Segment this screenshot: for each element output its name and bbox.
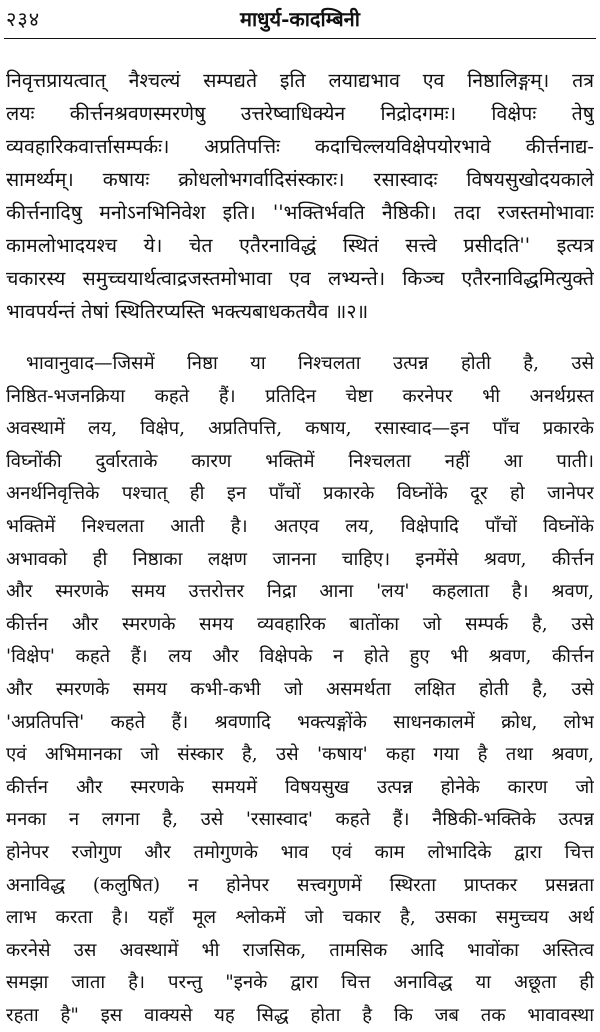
hindi-translation	[6, 348, 594, 1032]
sanskrit-line: लयः कीर्त्तनश्रवणस्मरणेषु उत्तरेष्वाधिक्येन निद्रोदगमः। विक्षेपः तेषु	[6, 102, 594, 125]
hindi-line: कीर्त्तन और स्मरणके समय व्यवहारिक बातोंका जो सम्पर्क है, उसे	[6, 613, 594, 635]
hindi-line: और स्मरणके समय कभी-कभी जो असमर्थता लक्षित होती है, उसे	[6, 678, 594, 700]
sanskrit-line: कीर्त्तनादिषु मनोऽनभिनिवेश इति। ''भक्तिर्भवति नैष्ठिकी। तदा रजस्तमोभावाः	[6, 201, 594, 224]
hindi-line: होनेपर रजोगुण और तमोगुणके भाव एवं काम लोभादिके द्वारा चित्त	[6, 841, 594, 863]
hindi-line: 'अप्रतिपत्ति' कहते हैं। श्रवणादि भक्त्यङ्गोंके साधनकालमें क्रोध, लोभ	[6, 711, 594, 733]
sanskrit-line: व्यवहारिकवार्त्तासम्पर्कः। अप्रतिपत्तिः कदाचिल्लयविक्षेपयोरभावे कीर्त्तनाद्य-	[6, 135, 594, 158]
hindi-line: मनका न लगना है, उसे 'रसास्वाद' कहते हैं। नैष्ठिकी-भक्तिके उत्पन्न	[6, 809, 594, 831]
hindi-line: अभावको ही निष्ठाका लक्षण जानना चाहिए। इनमेंसे श्रवण, कीर्त्तन	[6, 548, 594, 570]
hindi-line: निष्ठित-भजनक्रिया कहते हैं। प्रतिदिन चेष्टा करनेपर भी अनर्थग्रस्त	[6, 385, 594, 407]
sanskrit-line: भावपर्यन्तं तेषां स्थितिरप्यस्ति भक्त्यबाधकतयैव ॥२॥	[6, 300, 369, 323]
hindi-line: एवं अभिमानका जो संस्कार है, उसे 'कषाय' कहा गया है तथा श्रवण,	[6, 744, 594, 766]
hindi-line: अनर्थनिवृत्तिके पश्चात् ही इन पाँचों प्रकारके विघ्नोंके दूर हो जानेपर	[6, 483, 594, 505]
sanskrit-line: निवृत्तप्रायत्वात् नैश्चल्यं सम्पद्यते इति लयाद्यभाव एव निष्ठालिङ्गम्। तत्र	[6, 69, 594, 92]
running-title: माधुर्य-कादम्बिनी	[240, 7, 360, 31]
hindi-line: और स्मरणके समय उत्तरोत्तर निद्रा आना 'लय' कहलाता है। श्रवण,	[6, 581, 594, 603]
hindi-line: 'विक्षेप' कहते हैं। लय और विक्षेपके न होते हुए भी श्रवण, कीर्त्तन	[6, 646, 594, 668]
hindi-line: भक्तिमें निश्चलता आती है। अतएव लय, विक्षेपादि पाँचों विघ्नोंके	[6, 515, 594, 537]
header-rule	[4, 38, 596, 39]
page-number: २३४	[6, 7, 41, 31]
sanskrit-line: चकारस्य समुच्चयार्थत्वाद्रजस्तमोभावा एव लभ्यन्ते। किञ्च एतैरनाविद्धमित्युक्ते	[6, 267, 594, 290]
sanskrit-line: सामर्थ्यम्। कषायः क्रोधलोभगर्वादिसंस्कारः। रसास्वादः विषयसुखोदयकाले	[6, 168, 594, 191]
hindi-line: विघ्नोंकी दुर्वारताके कारण भक्तिमें निश्चलता नहीं आ पाती।	[6, 450, 594, 472]
hindi-line: समझा जाता है। परन्तु "इनके द्वारा चित्त अनाविद्ध या अछूता ही	[6, 972, 594, 994]
hindi-line: लाभ करता है। यहाँ मूल श्लोकमें जो चकार है, उसका समुच्चय अर्थ	[6, 907, 594, 929]
sanskrit-commentary	[6, 64, 594, 328]
hindi-line: रहता है" इस वाक्यसे यह सिद्ध होता है कि जब तक भावावस्था	[6, 1004, 594, 1026]
hindi-line: कीर्त्तन और स्मरणके समयमें विषयसुख उत्पन्न होनेके कारण जो	[6, 776, 594, 798]
page-header	[6, 2, 594, 36]
hindi-line: करनेसे उस अवस्थामें भी राजसिक, तामसिक आदि भावोंका अस्तित्व	[6, 939, 594, 961]
hindi-line: अनाविद्ध (कलुषित) न होनेपर सत्त्वगुणमें स्थिरता प्राप्तकर प्रसन्नता	[6, 874, 594, 896]
hindi-line: अवस्थामें लय, विक्षेप, अप्रतिपत्ति, कषाय, रसास्वाद—इन पाँच प्रकारके	[6, 418, 594, 440]
sanskrit-line: कामलोभादयश्च ये। चेत एतैरनाविद्धं स्थितं सत्त्वे प्रसीदति'' इत्यत्र	[6, 234, 594, 257]
hindi-line: भावानुवाद—जिसमें निष्ठा या निश्चलता उत्पन्न होती है, उसे	[26, 353, 594, 374]
